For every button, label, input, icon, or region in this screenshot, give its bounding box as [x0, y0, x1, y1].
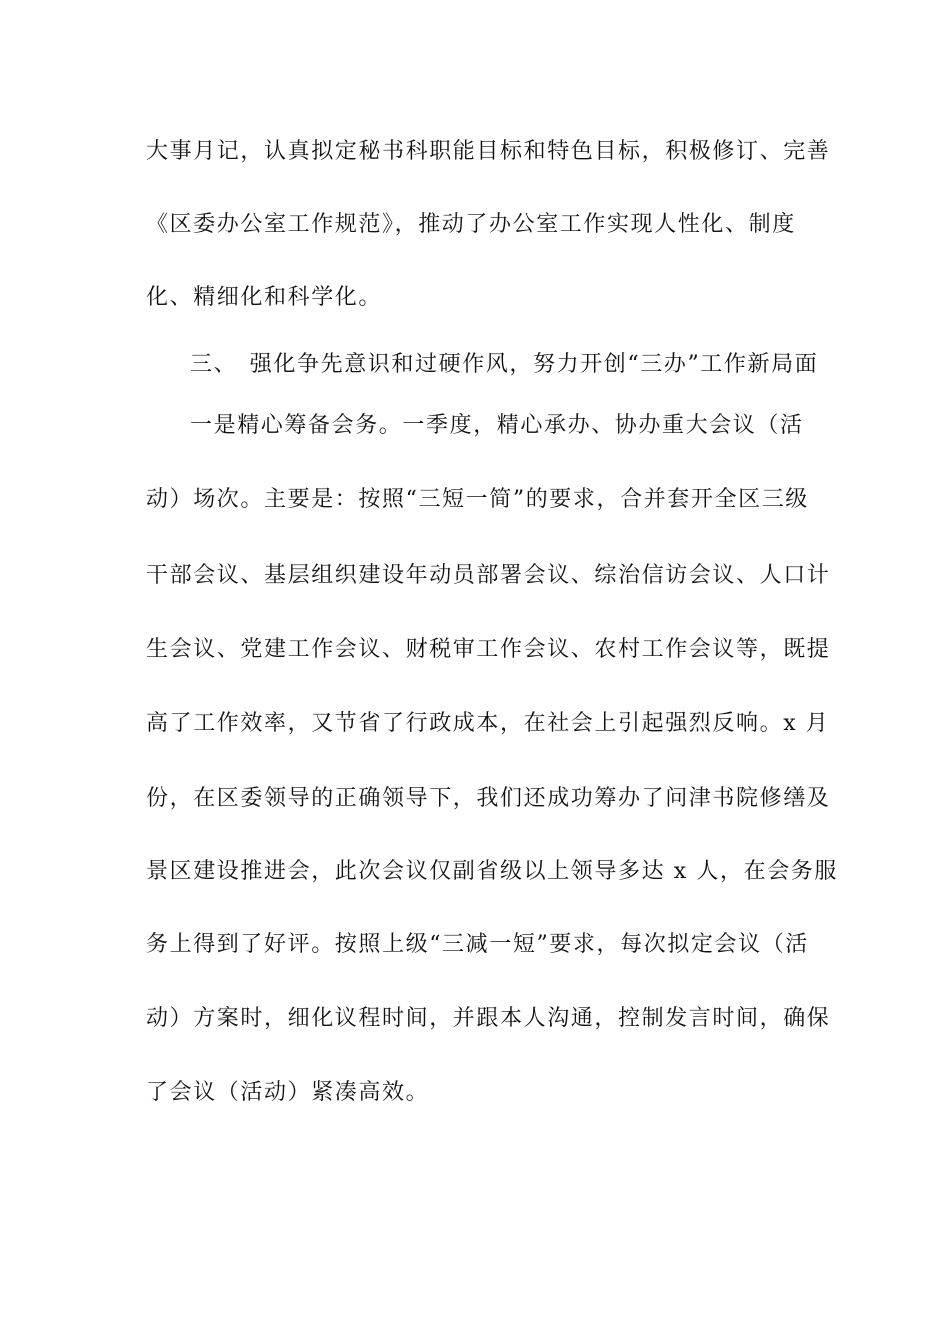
paragraph-line: 大事月记，认真拟定秘书科职能目标和特色目标，积极修订、完善 — [146, 139, 831, 164]
paragraph-line: 《区委办公室工作规范》，推动了办公室工作实现人性化、制度 — [146, 212, 796, 237]
paragraph-line: 务上得到了好评。按照上级“三减一短”要求，每次拟定会议（活 — [146, 932, 809, 957]
paragraph-line: 干部会议、基层组织建设年动员部署会议、综治信访会议、人口计 — [146, 563, 831, 588]
paragraph-line: 生会议、党建工作会议、财税审工作会议、农村工作会议等，既提 — [146, 637, 831, 662]
paragraph-line: 一是精心筹备会务。一季度，精心承办、协办重大会议（活 — [190, 413, 804, 438]
paragraph-line: 份，在区委领导的正确领导下，我们还成功筹办了问津书院修缮及 — [146, 786, 831, 811]
paragraph-line: 了会议（活动）紧凑高效。 — [146, 1080, 430, 1105]
paragraph-line: 景区建设推进会，此次会议仅副省级以上领导多达 x 人，在会务服 — [146, 859, 838, 884]
section-heading: 三、 强化争先意识和过硬作风，努力开创“三办”工作新局面 — [190, 352, 819, 377]
paragraph-line: 动）场次。主要是：按照“三短一简”的要求，合并套开全区三级 — [146, 487, 809, 512]
paragraph-line: 化、精细化和科学化。 — [146, 285, 383, 310]
paragraph-line: 动）方案时，细化议程时间，并跟本人沟通，控制发言时间，确保 — [146, 1006, 831, 1031]
paragraph-line: 高了工作效率，又节省了行政成本，在社会上引起强烈反响。x 月 — [146, 711, 830, 736]
